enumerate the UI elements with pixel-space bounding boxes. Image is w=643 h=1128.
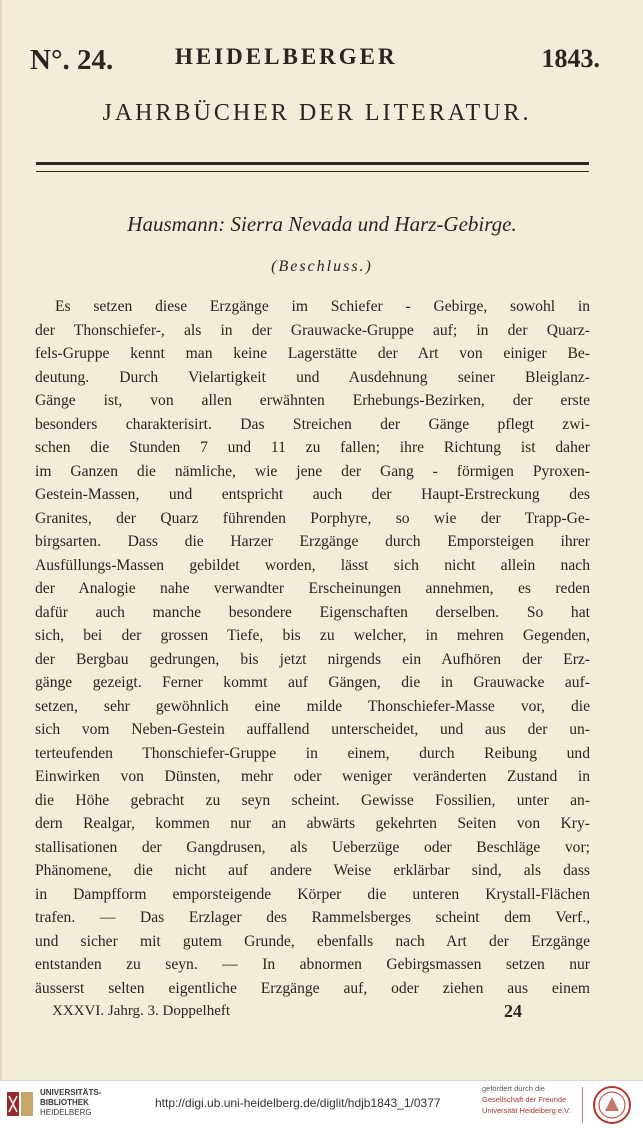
footer-divider [582, 1087, 583, 1123]
text-line: die Höhe gebracht zu seyn scheint. Gewisse Fossilien, unter an- [35, 791, 590, 809]
text-line: Gestein-Massen, und entspricht auch der Haupt-Erstreckung des [35, 486, 590, 503]
text-line: im Ganzen die nämliche, wie jene der Gang - förmigen Pyroxen- [35, 462, 590, 480]
text-line: schen die Stunden 7 und 11 zu fallen; ihre Richtung ist daher [35, 439, 590, 456]
text-line: Einwirken von Dünsten, mehr oder weniger veränderten Zustand in [35, 768, 590, 785]
text-line: der Bergbau gedrungen, bis jetzt nirgends ein Aufhören der Erz- [35, 650, 590, 668]
funding-credit: gefördert durch die Gesellschaft der Freunde Universität Heidelberg e.V. [482, 1084, 571, 1115]
text-line: terteufenden Thonschiefer-Gruppe in einem, durch Reibung und [35, 744, 590, 762]
header-rule [36, 162, 589, 172]
page-number: 24 [504, 1001, 522, 1021]
text-line: Gänge ist, von allen erwähnten Erhebungs-Bezirken, der erste [35, 392, 590, 409]
article-title: Hausmann: Sierra Nevada und Harz-Gebirge. [127, 212, 517, 236]
text-line: sich, bei der grossen Tiefe, bis zu welcher, in mehren Gegenden, [35, 627, 590, 644]
viewer-footer-bar [0, 1080, 643, 1128]
library-name: UNIVERSITÄTS- BIBLIOTHEK HEIDELBERG [40, 1088, 102, 1117]
text-line: und sicher mit gutem Grunde, ebenfalls nach Art der Erzgänge [35, 932, 590, 950]
text-line: birgsarten. Dass die Harzer Erzgänge durch Emporsteigen ihrer [35, 533, 590, 550]
journal-name: HEIDELBERGER [175, 44, 398, 69]
issue-number: N°. 24. [30, 44, 114, 76]
text-line: trafen. — Das Erzlager des Rammelsberges scheint dem Verf., [35, 909, 590, 926]
university-seal-icon [592, 1085, 632, 1125]
text-line: Phänomene, die nicht auf andere Weise erklärbar sind, als dass [35, 862, 590, 879]
text-line: deutung. Durch Vielartigkeit und Ausdehnung seiner Bleiglanz- [35, 368, 590, 386]
article-body [35, 295, 590, 1000]
university-library-logo-icon [6, 1090, 36, 1118]
signature-mark: XXXVI. Jahrg. 3. Doppelheft [52, 1003, 231, 1019]
article-note: (Beschluss.) [271, 258, 373, 275]
page-header [30, 40, 600, 80]
text-line: Ausfüllungs-Massen gebildet worden, lässt sich nicht allein nach [35, 556, 590, 574]
text-line: dern Realgar, kommen nur an abwärts gekehrten Seiten von Kry- [35, 815, 590, 832]
text-line: stallisationen der Gangdrusen, als Ueberzüge oder Beschläge vor; [35, 838, 590, 856]
text-line: gänge gezeigt. Ferner kommt auf Gängen, die in Grauwacke auf- [35, 674, 590, 691]
text-line: setzen, sehr gewöhnlich eine milde Thonschiefer-Masse vor, die [35, 697, 590, 715]
journal-subtitle: JAHRBÜCHER DER LITERATUR. [102, 100, 532, 126]
text-line: der Analogie nahe verwandter Erscheinungen annehmen, es reden [35, 580, 590, 597]
text-line: Granites, der Quarz führenden Porphyre, so wie der Trapp-Ge- [35, 509, 590, 527]
page-footer [52, 1003, 522, 1027]
text-line: entstanden zu seyn. — In abnormen Gebirgsmassen setzen nur [35, 956, 590, 973]
text-line: sich vom Neben-Gestein auffallend unterscheidet, und aus der un- [35, 721, 590, 738]
year: 1843. [541, 44, 600, 73]
source-url-link[interactable]: http://digi.ub.uni-heidelberg.de/diglit/hdjb1843_1/0377 [155, 1096, 441, 1110]
text-line: äusserst selten eigentliche Erzgänge auf, oder ziehen aus einem [35, 979, 590, 997]
text-line: dafür auch manche besondere Eigenschaften derselben. So hat [35, 603, 590, 621]
text-line: in Dampfform emporsteigende Körper die unteren Krystall-Flächen [35, 885, 590, 903]
text-line: der Thonschiefer-, als in der Grauwacke-Gruppe auf; in der Quarz- [35, 321, 590, 339]
text-line: Es setzen diese Erzgänge im Schiefer - Gebirge, sowohl in [55, 298, 590, 315]
text-line: fels-Gruppe kennt man keine Lagerstätte der Art von einiger Be- [35, 345, 590, 362]
text-line: besonders charakterisirt. Das Streichen der Gänge pflegt zwi- [35, 415, 590, 433]
